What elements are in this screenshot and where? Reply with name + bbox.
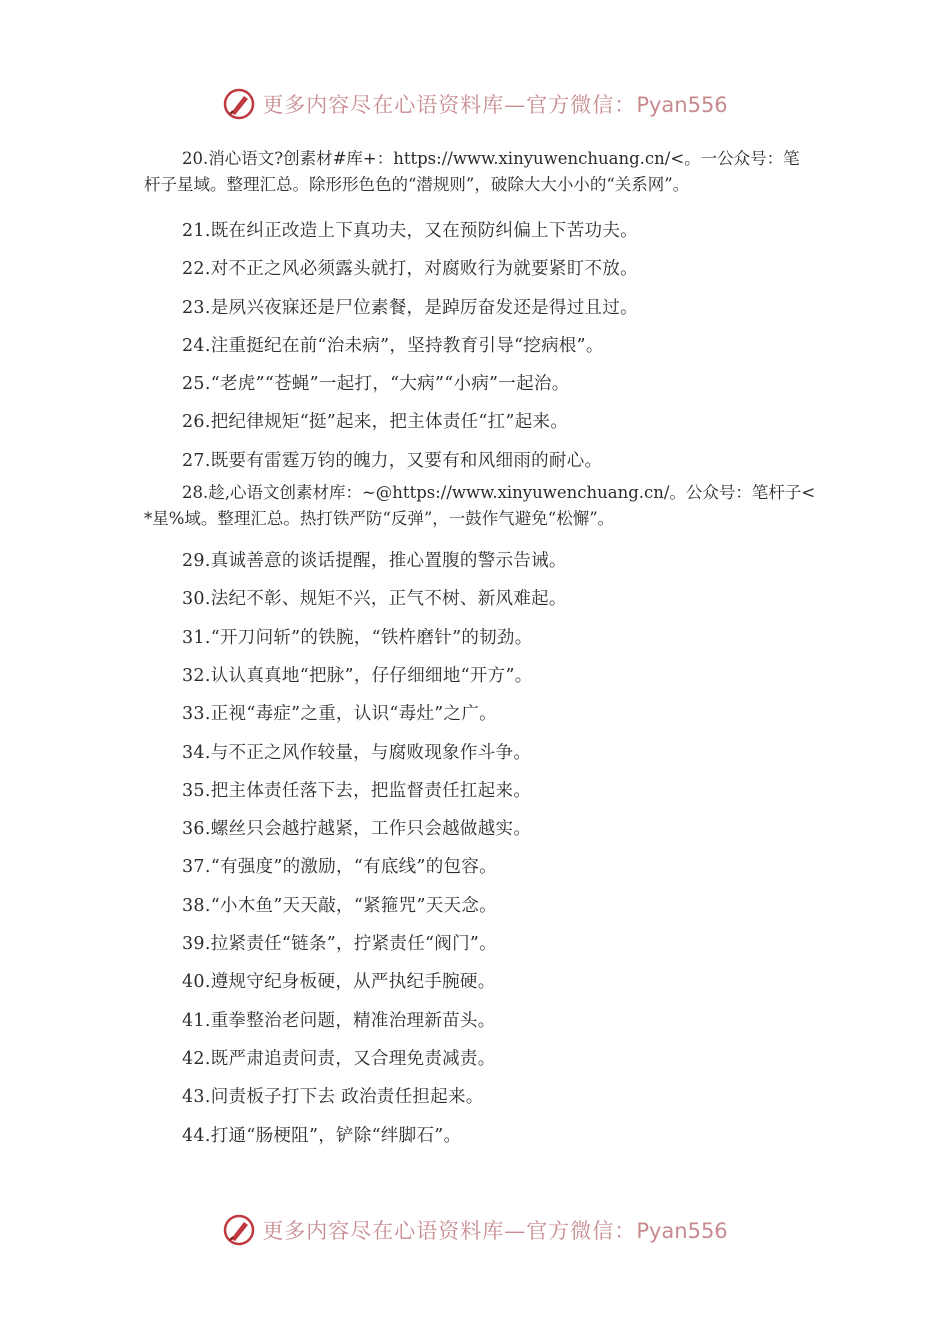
list-item: 24.注重挺纪在前“治未病”，坚持教育引导“挖病根”。 bbox=[182, 335, 604, 356]
list-item: 39.拉紧责任“链条”，拧紧责任“阀门”。 bbox=[182, 934, 497, 955]
list-item: 23.是夙兴夜寐还是尸位素餐，是踔厉奋发还是得过且过。 bbox=[182, 297, 638, 318]
pen-nib-logo-icon bbox=[222, 87, 256, 121]
list-item: 30.法纪不彰、规矩不兴，正气不树、新风难起。 bbox=[182, 589, 567, 610]
list-item: 35.把主体责任落下去，把监督责任扛起来。 bbox=[182, 780, 532, 801]
list-item: 41.重拳整治老问题，精准治理新苗头。 bbox=[182, 1010, 496, 1031]
list-item: 36.螺丝只会越拧越紧，工作只会越做越实。 bbox=[182, 819, 532, 840]
list-item: 42.既严肃追责问责，又合理免责减责。 bbox=[182, 1048, 496, 1069]
list-item: 43.问责板子打下去 政治责任担起来。 bbox=[182, 1087, 484, 1108]
paragraph-28: 28.趁,心语文创素材库：~@https://www.xinyuwenchuang.cn/。公众号：笔杆子<*星%域。整理汇总。热打铁严防“反弹”，一鼓作气避免“松懈”。 bbox=[144, 483, 816, 529]
banner-text: 更多内容尽在心语资料库—官方微信：Pyan556 bbox=[262, 93, 728, 117]
list-item: 25.“老虎”“苍蝇”一起打，“大病”“小病”一起治。 bbox=[182, 374, 570, 395]
list-item: 27.既要有雷霆万钧的魄力，又要有和风细雨的耐心。 bbox=[182, 450, 603, 471]
list-item: 26.把纪律规矩“挺”起来，把主体责任“扛”起来。 bbox=[182, 412, 569, 433]
wechat-id: Pyan556 bbox=[636, 93, 728, 117]
list-item: 40.遵规守纪身板硬，从严执纪手腕硬。 bbox=[182, 972, 496, 993]
banner-text: 更多内容尽在心语资料库—官方微信：Pyan556 bbox=[262, 1219, 728, 1243]
list-item: 22.对不正之风必须露头就打，对腐败行为就要紧盯不放。 bbox=[182, 259, 638, 280]
list-item: 37.“有强度”的激励，“有底线”的包容。 bbox=[182, 857, 497, 878]
wechat-id: Pyan556 bbox=[636, 1219, 728, 1243]
list-item: 38.“小木鱼”天天敲，“紧箍咒”天天念。 bbox=[182, 895, 497, 916]
pen-nib-logo-icon bbox=[222, 1213, 256, 1247]
document-body bbox=[144, 146, 816, 1155]
list-item: 33.正视“毒症”之重，认识“毒灶”之广。 bbox=[182, 704, 497, 725]
list-item: 21.既在纠正改造上下真功夫，又在预防纠偏上下苦功夫。 bbox=[182, 221, 638, 241]
list-item: 32.认认真真地“把脉”，仔仔细细地“开方”。 bbox=[182, 665, 533, 686]
footer-watermark-banner bbox=[0, 1210, 950, 1250]
paragraph-20: 20.消心语文?创素材#库+：https://www.xinyuwenchuang.cn/<。一公众号：笔杆子星域。整理汇总。除形形色色的“潜规则”，破除大大小小的“关系网”。 bbox=[144, 149, 800, 194]
header-watermark-banner bbox=[0, 84, 950, 124]
list-item: 29.真诚善意的谈话提醒，推心置腹的警示告诫。 bbox=[182, 551, 567, 572]
list-item: 31.“开刀问斩”的铁腕，“铁杵磨针”的韧劲。 bbox=[182, 627, 533, 648]
list-item: 34.与不正之风作较量，与腐败现象作斗争。 bbox=[182, 742, 532, 763]
list-item: 44.打通“肠梗阻”，铲除“绊脚石”。 bbox=[182, 1125, 462, 1146]
